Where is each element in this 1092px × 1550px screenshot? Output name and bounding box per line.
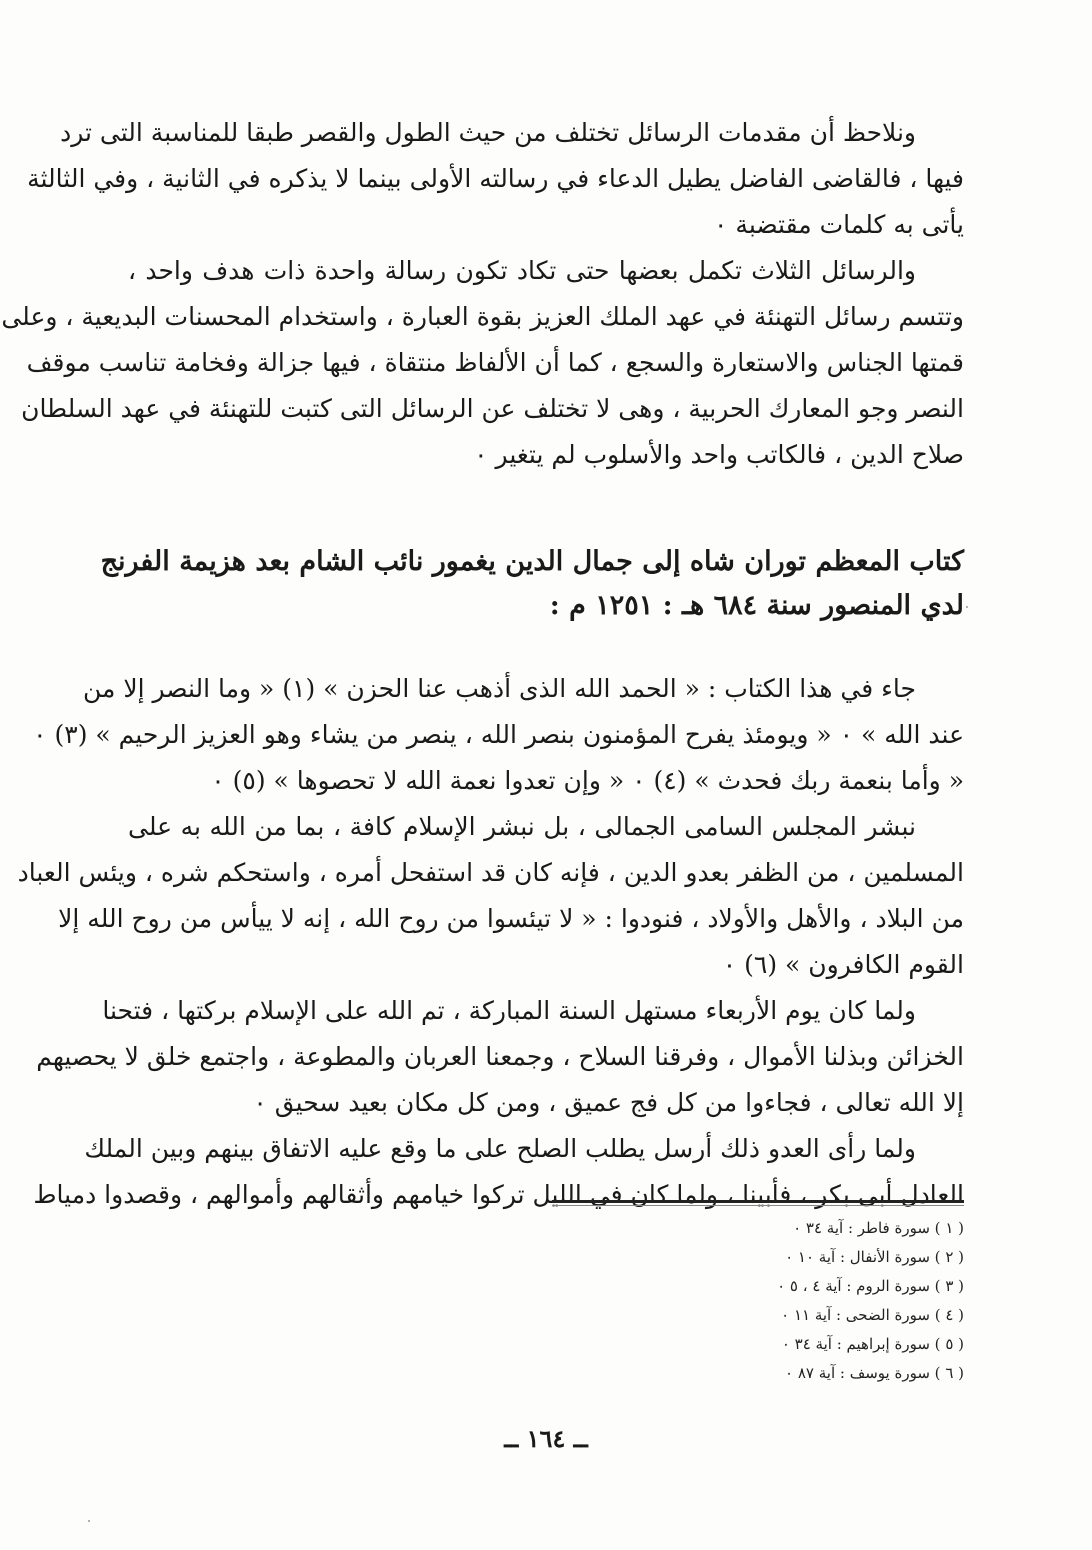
page-number: ــ ١٦٤ ــ [504,1424,588,1453]
paragraph-line: « وأما بنعمة ربك فحدث » (٤) ٠ « وإن تعدوا نعمة الله لا تحصوها » (٥) ٠ [211,766,964,795]
paragraph-1 [27,110,964,248]
paragraph-line: والرسائل الثلاث تكمل بعضها حتى تكاد تكون رسالة واحدة ذات هدف واحد ، [128,256,916,285]
paragraph-line: من البلاد ، والأهل والأولاد ، فنودوا : « لا تيئسوا من روح الله ، إنه لا ييأس من روح الله إلا [58,904,964,933]
paragraph-line: الخزائن وبذلنا الأموال ، وفرقنا السلاح ، وجمعنا العربان والمطوعة ، واجتمع خلق لا يحصيهم [36,1042,964,1071]
paragraph-line: وتتسم رسائل التهنئة في عهد الملك العزيز بقوة العبارة ، واستخدام المحسنات البديعية ، وعلى [1,302,964,331]
paragraph-line: صلاح الدين ، فالكاتب واحد والأسلوب لم يتغير ٠ [474,440,964,469]
paragraph-line: العادل أبى بكر ، فأبينا ، ولما كان في الليل تركوا خيامهم وأثقالهم وأموالهم ، وقصدوا دمياط [33,1180,964,1209]
paragraph-line: ولما كان يوم الأربعاء مستهل السنة المباركة ، تم الله على الإسلام بركتها ، فتحنا [102,996,916,1025]
footnote-item: ( ٤ ) سورة الضحى : آية ١١ ٠ [781,1306,964,1324]
paragraph-line: جاء في هذا الكتاب : « الحمد الله الذى أذهب عنا الحزن » (١) « وما النصر إلا من [82,674,916,703]
scan-speck [88,1520,90,1522]
page-number-container [0,1424,1092,1453]
scan-speck [966,606,968,608]
paragraph-line: ولما رأى العدو ذلك أرسل يطلب الصلح على ما وقع عليه الاتفاق بينهم وبين الملك [84,1134,916,1163]
paragraph-line: إلا الله تعالى ، فجاءوا من كل فج عميق ، ومن كل مكان بعيد سحيق ٠ [253,1088,964,1117]
paragraph-line: القوم الكافرون » (٦) ٠ [722,950,964,979]
paragraph-line: قمتها الجناس والاستعارة والسجع ، كما أن الألفاظ منتقاة ، فيها جزالة وفخامة تناسب موقف [26,348,964,377]
paragraph-line: النصر وجو المعارك الحربية ، وهى لا تختلف عن الرسائل التى كتبت للتهنئة في عهد السلطان [21,394,964,423]
intro-text-block [1,110,964,478]
paragraph-5 [36,988,964,1126]
paragraph-line: المسلمين ، من الظفر بعدو الدين ، فإنه كان قد استفحل أمره ، واستحكم شره ، ويئس العباد [17,858,964,887]
paragraph-line: ونلاحظ أن مقدمات الرسائل تختلف من حيث الطول والقصر طبقا للمناسبة التى ترد [60,118,916,147]
footnote-divider-thin [552,1205,964,1206]
heading-line: كتاب المعظم توران شاه إلى جمال الدين يغمور نائب الشام بعد هزيمة الفرنج [100,546,964,577]
paragraph-line: فيها ، فالقاضى الفاضل يطيل الدعاء في رسالته الأولى بينما لا يذكره في الثانية ، وفي الثالثة [27,164,964,193]
paragraph-2 [1,248,964,478]
paragraph-3 [33,666,964,804]
section-heading [100,540,964,628]
footnote-item: ( ٢ ) سورة الأنفال : آية ١٠ ٠ [785,1248,964,1266]
footnote-item: ( ٦ ) سورة يوسف : آية ٨٧ ٠ [785,1364,964,1382]
body-text-block [17,666,964,1218]
heading-line: لدي المنصور سنة ٦٨٤ هـ : ١٢٥١ م : [549,590,964,621]
footnote-divider [552,1200,964,1203]
footnote-item: ( ١ ) سورة فاطر : آية ٣٤ ٠ [793,1219,964,1237]
footnote-item: ( ٣ ) سورة الروم : آية ٤ ، ٥ ٠ [777,1277,964,1295]
footnotes-list [564,1214,964,1388]
paragraph-line: نبشر المجلس السامى الجمالى ، بل نبشر الإسلام كافة ، بما من الله به على [128,812,916,841]
paragraph-line: يأتى به كلمات مقتضبة ٠ [714,210,964,239]
paragraph-4 [17,804,964,988]
footnote-item: ( ٥ ) سورة إبراهيم : آية ٣٤ ٠ [781,1335,964,1353]
paragraph-line: عند الله » ٠ « ويومئذ يفرح المؤمنون بنصر الله ، ينصر من يشاء وهو العزيز الرحيم » (٣) ٠ [33,720,964,749]
